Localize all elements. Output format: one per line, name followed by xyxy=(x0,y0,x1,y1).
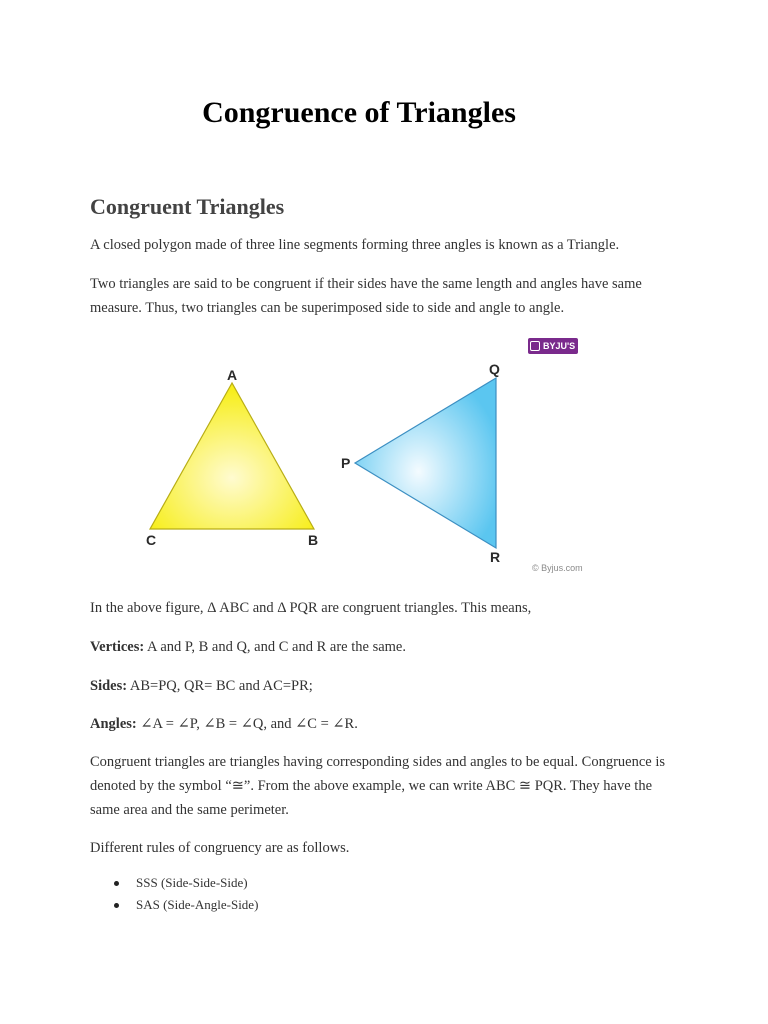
list-item xyxy=(90,872,258,894)
sides-line xyxy=(90,674,680,698)
vertex-label-p: P xyxy=(341,455,351,471)
triangle-pqr xyxy=(355,378,496,548)
triangle-abc xyxy=(150,383,314,529)
triangle-definition-paragraph: A closed polygon made of three line segments forming three angles is known as a Triangle. xyxy=(90,237,620,253)
page-title: Congruence of Triangles xyxy=(202,96,516,129)
sides-label: Sides: xyxy=(90,678,128,694)
vertices-text: A and P, B and Q, and C and R are the same. xyxy=(144,639,406,655)
vertices-label: Vertices: xyxy=(90,639,145,655)
vertex-label-a: A xyxy=(227,367,238,383)
rule-text: SSS (Side-Side-Side) xyxy=(136,875,248,890)
rule-text: SAS (Side-Angle-Side) xyxy=(136,897,259,912)
rules-intro-paragraph: Different rules of congruency are as follows. xyxy=(90,840,350,856)
triangles-figure xyxy=(130,330,600,580)
byjus-logo-text: BYJU'S xyxy=(543,341,576,351)
congruent-definition-paragraph: Two triangles are said to be congruent if their sides have the same length and angles have same measure. Thus, two triangles can be superimposed side to side and angle to angle. xyxy=(90,276,642,316)
section-heading: Congruent Triangles xyxy=(90,194,285,219)
byjus-logo xyxy=(528,338,578,354)
sides-text: AB=PQ, QR= BC and AC=PR; xyxy=(127,678,313,694)
bullet-icon xyxy=(114,903,119,908)
angles-line xyxy=(90,712,680,736)
byjus-logo-icon xyxy=(530,341,540,351)
figure-intro-paragraph: In the above figure, Δ ABC and Δ PQR are congruent triangles. This means, xyxy=(90,600,532,616)
angles-text: ∠A = ∠P, ∠B = ∠Q, and ∠C = ∠R. xyxy=(136,716,358,732)
triangles-diagram xyxy=(130,330,600,580)
image-credit: © Byjus.com xyxy=(532,563,583,573)
vertex-label-r: R xyxy=(490,549,501,565)
vertex-label-q: Q xyxy=(489,361,500,377)
congruency-rules-list xyxy=(90,872,258,916)
bullet-icon xyxy=(114,881,119,886)
congruence-symbol-paragraph: Congruent triangles are triangles having corresponding sides and angles to be equal. Congruence is denoted by the symbol “≅”. From the above example, we can write ABC ≅ PQR. They have the same area and the same perimeter. xyxy=(90,754,666,818)
angles-label: Angles: xyxy=(90,716,137,732)
list-item xyxy=(90,894,258,916)
vertex-label-b: B xyxy=(308,532,319,548)
vertex-label-c: C xyxy=(146,532,157,548)
vertices-line xyxy=(90,635,680,659)
